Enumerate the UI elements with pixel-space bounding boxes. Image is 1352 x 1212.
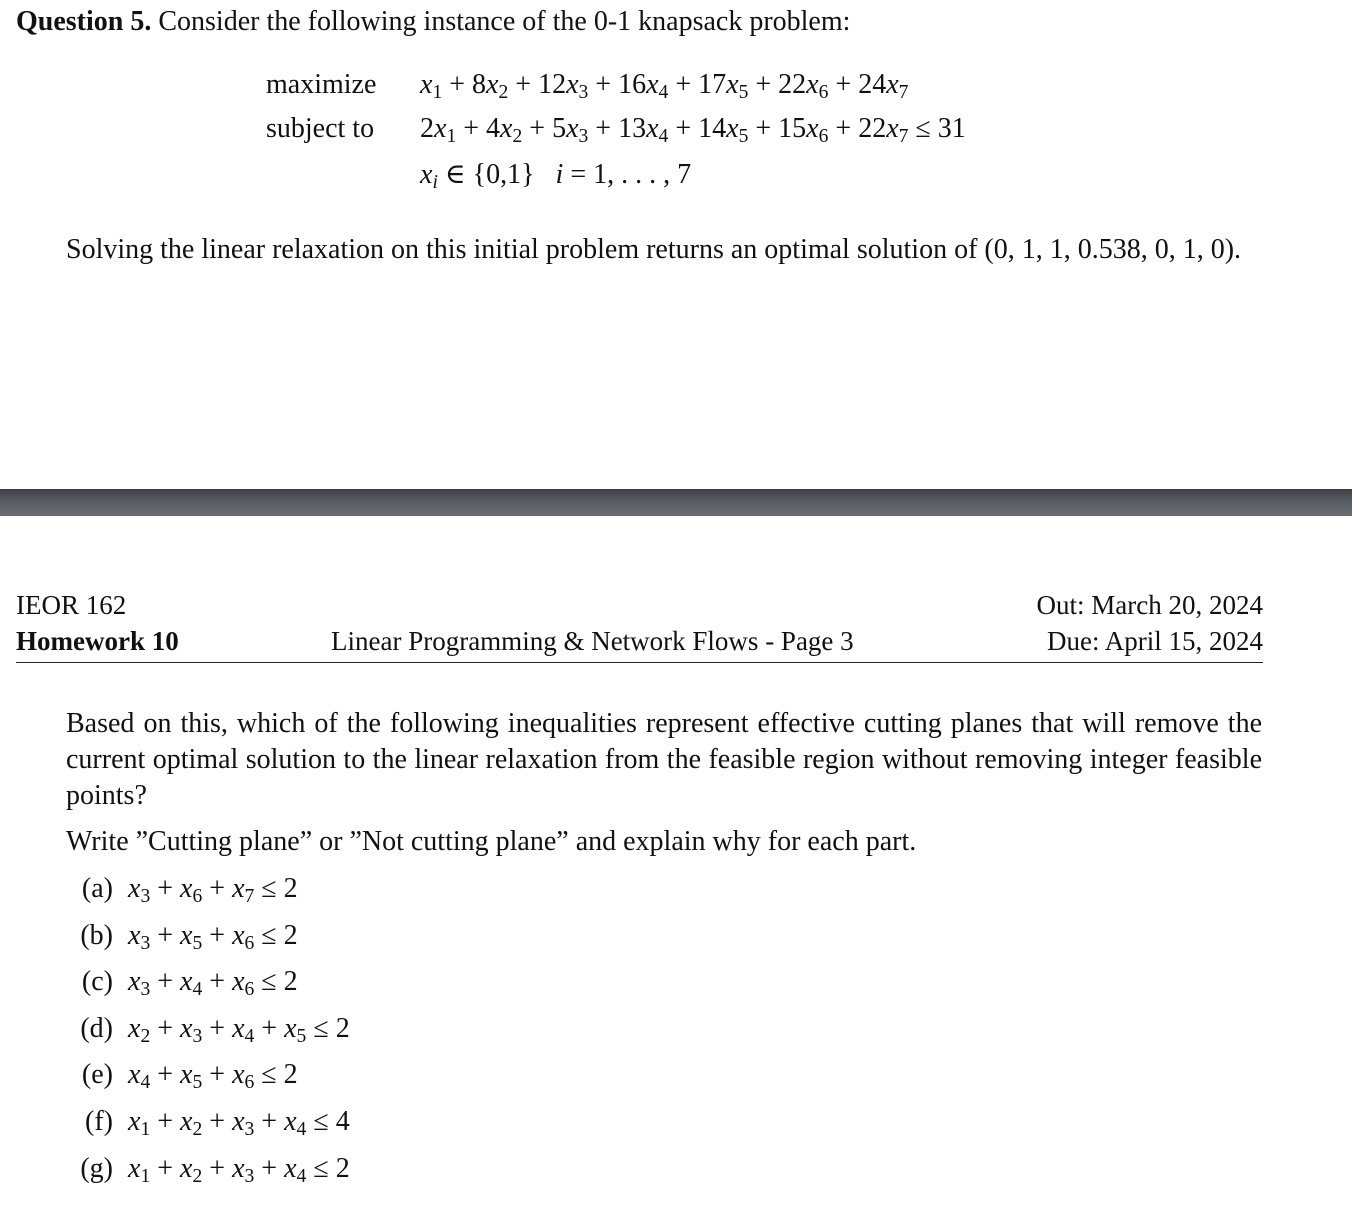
item-label: (g) bbox=[80, 1153, 113, 1184]
inequality-expression: $x_3 + x_4 + x_6 \le 2$ bbox=[128, 966, 298, 1000]
due-date: Due: April 15, 2024 bbox=[1047, 626, 1263, 656]
question-intro: Consider the following instance of the 0-1 knapsack problem: bbox=[158, 6, 851, 37]
subject-to-label: subject to bbox=[266, 113, 375, 144]
question-title bbox=[16, 6, 850, 38]
header-rule bbox=[16, 662, 1263, 663]
instructions-text: Write ”Cutting plane” or ”Not cutting plane” and explain why for each part. bbox=[66, 826, 917, 857]
inequality-expression: $x_3 + x_6 + x_7 \le 2$ bbox=[128, 873, 298, 907]
maximize-label: maximize bbox=[266, 69, 377, 100]
page-separator bbox=[0, 489, 1352, 516]
binary-domain: $x_i$ ∈ {0,1} i = 1, . . . , 7 bbox=[420, 159, 692, 193]
objective-function: $x_1 + 8x_2 + 12x_3 + 16x_4 + 17x_5 + 22x_6 + 24x_7$ bbox=[420, 69, 909, 103]
inequality-expression: $x_1 + x_2 + x_3 + x_4 \le 2$ bbox=[128, 1153, 350, 1187]
item-label: (c) bbox=[81, 966, 113, 997]
out-date: Out: March 20, 2024 bbox=[1036, 590, 1263, 620]
inequality-expression: $x_2 + x_3 + x_4 + x_5 \le 2$ bbox=[128, 1013, 350, 1047]
inequality-expression: $x_1 + x_2 + x_3 + x_4 \le 4$ bbox=[128, 1106, 350, 1140]
inequality-expression: $x_4 + x_5 + x_6 \le 2$ bbox=[128, 1059, 298, 1093]
page-header-center: Linear Programming & Network Flows - Page 3 bbox=[331, 626, 854, 656]
item-label: (d) bbox=[80, 1013, 113, 1044]
question-paragraph: Based on this, which of the following inequalities represent effective cutting planes that will remove the current optimal solution to the linear relaxation from the feasible region without removing integer feasible points? bbox=[66, 708, 1262, 811]
inequality-expression: $x_3 + x_5 + x_6 \le 2$ bbox=[128, 920, 298, 954]
relaxation-paragraph: Solving the linear relaxation on this initial problem returns an optimal solution of (0, 1, 1, 0.538, 0, 1, 0). bbox=[66, 234, 1242, 265]
item-label: (e) bbox=[81, 1059, 113, 1090]
homework-title: Homework 10 bbox=[16, 626, 179, 656]
knapsack-constraint: $2x_1 + 4x_2 + 5x_3 + 13x_4 + 14x_5 + 15x_6 + 22x_7 \le 31$ bbox=[420, 113, 966, 147]
item-label: (f) bbox=[85, 1106, 113, 1137]
item-label: (b) bbox=[80, 920, 113, 951]
item-label: (a) bbox=[81, 873, 113, 904]
question-number: Question 5. bbox=[16, 6, 152, 37]
course-name: IEOR 162 bbox=[16, 590, 127, 620]
